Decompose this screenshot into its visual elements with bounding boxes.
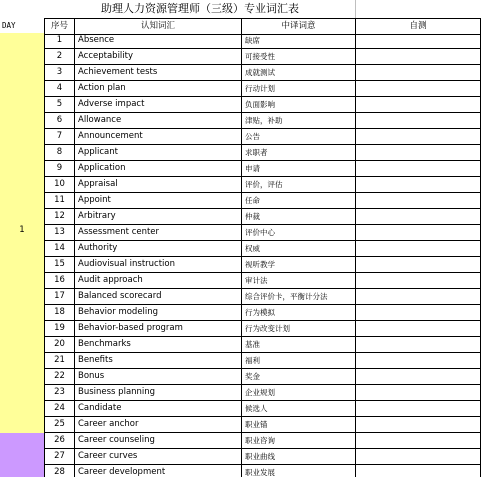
self-test-cell[interactable]: [356, 417, 481, 433]
row-number-cell[interactable]: 17: [44, 289, 75, 305]
translation-cell[interactable]: 求职者: [242, 145, 356, 161]
row-number-cell[interactable]: 27: [44, 449, 75, 465]
self-test-cell[interactable]: [356, 353, 481, 369]
translation-cell[interactable]: 基准: [242, 337, 356, 353]
table-row: [44, 417, 481, 433]
self-test-cell[interactable]: [356, 113, 481, 129]
translation-cell[interactable]: 权威: [242, 241, 356, 257]
word-cell[interactable]: Bonus: [75, 369, 242, 385]
header-translation[interactable]: 中译词意: [242, 18, 356, 35]
self-test-cell[interactable]: [356, 433, 481, 449]
self-test-cell[interactable]: [356, 161, 481, 177]
self-test-cell[interactable]: [356, 401, 481, 417]
table-row: [44, 449, 481, 465]
self-test-cell[interactable]: [356, 81, 481, 97]
row-number-cell[interactable]: 21: [44, 353, 75, 369]
table-row: [44, 385, 481, 401]
word-cell[interactable]: Announcement: [75, 129, 242, 145]
word-cell[interactable]: Behavior-based program: [75, 321, 242, 337]
self-test-cell[interactable]: [356, 49, 481, 65]
self-test-cell[interactable]: [356, 241, 481, 257]
table-row: [44, 97, 481, 113]
translation-cell[interactable]: 福利: [242, 353, 356, 369]
translation-cell[interactable]: 可接受性: [242, 49, 356, 65]
translation-cell[interactable]: 津贴，补助: [242, 113, 356, 129]
row-number-cell[interactable]: 9: [44, 161, 75, 177]
self-test-cell[interactable]: [356, 305, 481, 321]
word-cell[interactable]: Audiovisual instruction: [75, 257, 242, 273]
row-number-cell[interactable]: 25: [44, 417, 75, 433]
translation-cell[interactable]: 候选人: [242, 401, 356, 417]
table-row: [44, 193, 481, 209]
self-test-cell[interactable]: [356, 65, 481, 81]
table-row: [44, 161, 481, 177]
self-test-cell[interactable]: [356, 337, 481, 353]
table-row: [44, 33, 481, 49]
table-row: [44, 321, 481, 337]
table-row: [44, 337, 481, 353]
translation-cell[interactable]: 综合评价卡，平衡计分法: [242, 289, 356, 305]
translation-cell[interactable]: 企业规划: [242, 385, 356, 401]
row-number-cell[interactable]: 5: [44, 97, 75, 113]
row-number-cell[interactable]: 18: [44, 305, 75, 321]
row-number-cell[interactable]: 11: [44, 193, 75, 209]
translation-cell[interactable]: 职业发展: [242, 465, 356, 477]
translation-cell[interactable]: 视听教学: [242, 257, 356, 273]
row-number-cell[interactable]: 23: [44, 385, 75, 401]
row-number-cell[interactable]: 15: [44, 257, 75, 273]
self-test-cell[interactable]: [356, 321, 481, 337]
self-test-cell[interactable]: [356, 145, 481, 161]
row-number-cell[interactable]: 26: [44, 433, 75, 449]
word-cell[interactable]: Adverse impact: [75, 97, 242, 113]
table-row: [44, 177, 481, 193]
table-row: [44, 401, 481, 417]
translation-cell[interactable]: 审计法: [242, 273, 356, 289]
row-number-cell[interactable]: 16: [44, 273, 75, 289]
word-cell[interactable]: Candidate: [75, 401, 242, 417]
header-number[interactable]: 序号: [44, 18, 75, 35]
translation-cell[interactable]: 负面影响: [242, 97, 356, 113]
table-row: [44, 433, 481, 449]
word-cell[interactable]: Absence: [75, 33, 242, 49]
row-number-cell[interactable]: 10: [44, 177, 75, 193]
word-cell[interactable]: Appoint: [75, 193, 242, 209]
table-row: [44, 241, 481, 257]
table-row: [44, 273, 481, 289]
word-cell[interactable]: Business planning: [75, 385, 242, 401]
translation-cell[interactable]: 职业锚: [242, 417, 356, 433]
word-cell[interactable]: Arbitrary: [75, 209, 242, 225]
self-test-cell[interactable]: [356, 289, 481, 305]
self-test-cell[interactable]: [356, 257, 481, 273]
self-test-cell[interactable]: [356, 33, 481, 49]
row-number-cell[interactable]: 13: [44, 225, 75, 241]
row-number-cell[interactable]: 6: [44, 113, 75, 129]
word-cell[interactable]: Appraisal: [75, 177, 242, 193]
word-cell[interactable]: Achievement tests: [75, 65, 242, 81]
table-row: [44, 129, 481, 145]
word-cell[interactable]: Applicant: [75, 145, 242, 161]
self-test-cell[interactable]: [356, 369, 481, 385]
table-row: [44, 465, 481, 477]
word-cell[interactable]: Action plan: [75, 81, 242, 97]
table-row: [44, 369, 481, 385]
word-cell[interactable]: Application: [75, 161, 242, 177]
row-number-cell[interactable]: 19: [44, 321, 75, 337]
translation-cell[interactable]: 评价，评估: [242, 177, 356, 193]
word-cell[interactable]: Benefits: [75, 353, 242, 369]
header-day: DAY: [2, 21, 16, 30]
word-cell[interactable]: Career anchor: [75, 417, 242, 433]
title-divider: [355, 0, 356, 18]
self-test-cell[interactable]: [356, 209, 481, 225]
row-number-cell[interactable]: 7: [44, 129, 75, 145]
translation-cell[interactable]: 仲裁: [242, 209, 356, 225]
translation-cell[interactable]: 公告: [242, 129, 356, 145]
self-test-cell[interactable]: [356, 385, 481, 401]
word-cell[interactable]: Allowance: [75, 113, 242, 129]
self-test-cell[interactable]: [356, 97, 481, 113]
table-row: [44, 209, 481, 225]
translation-cell[interactable]: 奖金: [242, 369, 356, 385]
translation-cell[interactable]: 申请: [242, 161, 356, 177]
row-number-cell[interactable]: 28: [44, 465, 75, 477]
self-test-cell[interactable]: [356, 225, 481, 241]
header-self-test[interactable]: 自测: [356, 18, 481, 35]
translation-cell[interactable]: 行动计划: [242, 81, 356, 97]
table-row: [44, 65, 481, 81]
day-block-2: [0, 433, 44, 477]
translation-cell[interactable]: 职业曲线: [242, 449, 356, 465]
row-number-cell[interactable]: 8: [44, 145, 75, 161]
self-test-cell[interactable]: [356, 449, 481, 465]
translation-cell[interactable]: 缺席: [242, 33, 356, 49]
self-test-cell[interactable]: [356, 193, 481, 209]
self-test-cell[interactable]: [356, 177, 481, 193]
word-cell[interactable]: Audit approach: [75, 273, 242, 289]
row-number-cell[interactable]: 12: [44, 209, 75, 225]
row-number-cell[interactable]: 20: [44, 337, 75, 353]
word-cell[interactable]: Balanced scorecard: [75, 289, 242, 305]
day-number: 1: [19, 225, 25, 235]
row-number-cell[interactable]: 4: [44, 81, 75, 97]
table-row: [44, 305, 481, 321]
row-number-cell[interactable]: 22: [44, 369, 75, 385]
table-row: [44, 145, 481, 161]
table-row: [44, 113, 481, 129]
table-row: [44, 353, 481, 369]
word-cell[interactable]: Assessment center: [75, 225, 242, 241]
table-row: [44, 257, 481, 273]
header-row: [0, 18, 481, 33]
row-number-cell[interactable]: 3: [44, 65, 75, 81]
self-test-cell[interactable]: [356, 273, 481, 289]
word-cell[interactable]: Career counseling: [75, 433, 242, 449]
translation-cell[interactable]: 成就测试: [242, 65, 356, 81]
table-row: [44, 49, 481, 65]
word-cell[interactable]: Acceptability: [75, 49, 242, 65]
table-row: [44, 81, 481, 97]
header-word[interactable]: 认知词汇: [75, 18, 242, 35]
word-cell[interactable]: Career curves: [75, 449, 242, 465]
row-number-cell[interactable]: 24: [44, 401, 75, 417]
translation-cell[interactable]: 行为改变计划: [242, 321, 356, 337]
translation-cell[interactable]: 评价中心: [242, 225, 356, 241]
translation-cell[interactable]: 任命: [242, 193, 356, 209]
row-number-cell[interactable]: 1: [44, 33, 75, 49]
table-row: [44, 289, 481, 305]
word-cell[interactable]: Behavior modeling: [75, 305, 242, 321]
self-test-cell[interactable]: [356, 465, 481, 477]
row-number-cell[interactable]: 2: [44, 49, 75, 65]
translation-cell[interactable]: 行为模拟: [242, 305, 356, 321]
table-row: [44, 225, 481, 241]
word-cell[interactable]: Authority: [75, 241, 242, 257]
translation-cell[interactable]: 职业咨询: [242, 433, 356, 449]
word-cell[interactable]: Career development: [75, 465, 242, 477]
row-number-cell[interactable]: 14: [44, 241, 75, 257]
word-cell[interactable]: Benchmarks: [75, 337, 242, 353]
self-test-cell[interactable]: [356, 129, 481, 145]
sheet-title: 助理人力资源管理师（三级）专业词汇表: [101, 2, 299, 15]
